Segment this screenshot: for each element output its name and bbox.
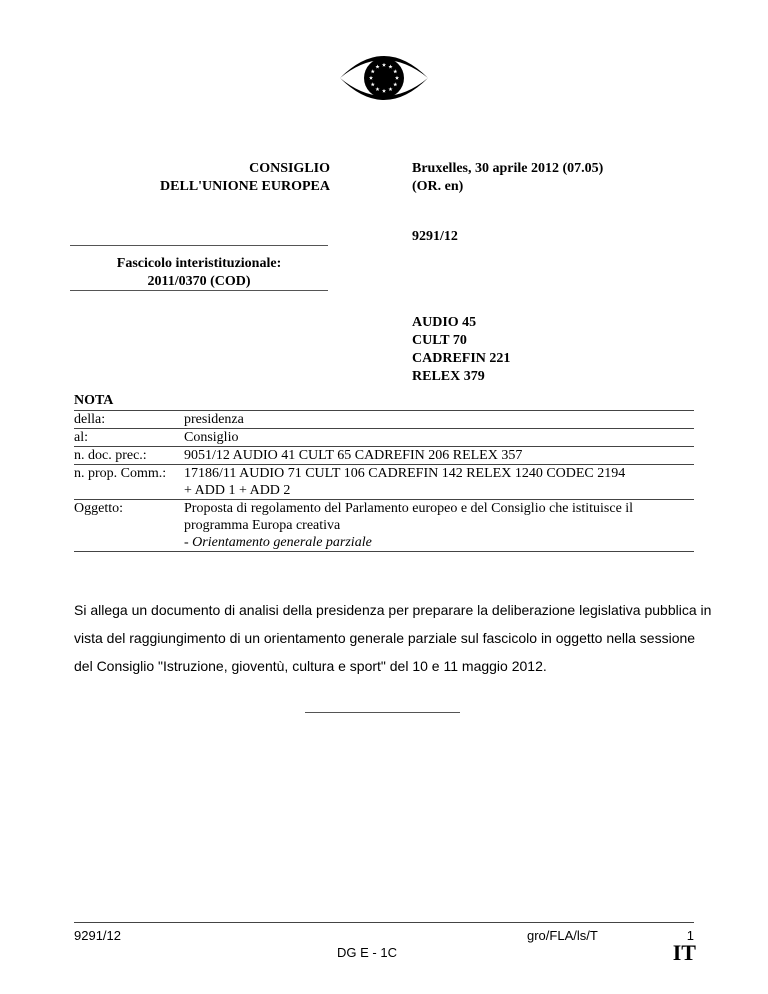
divider-bottom: [70, 290, 328, 291]
document-number: 9291/12: [412, 229, 458, 244]
footer-code: gro/FLA/ls/T: [527, 928, 598, 943]
council-line-2: DELL'UNIONE EUROPEA: [160, 179, 330, 194]
footer-page-number: 1: [686, 928, 694, 943]
nota-metadata-table: [74, 410, 694, 552]
council-line-1: CONSIGLIO: [249, 161, 330, 176]
subject-text: Proposta di regolamento del Parlamento europeo e del Consiglio che istituisce il programma Europa creativa: [184, 501, 634, 533]
fascicolo-number: 2011/0370 (COD): [147, 274, 251, 289]
meta-row-doc-prec: [74, 447, 694, 465]
meta-key: Oggetto:: [74, 500, 184, 552]
council-name: [100, 160, 330, 196]
meta-key: n. prop. Comm.:: [74, 465, 184, 500]
meta-value: [184, 500, 694, 552]
council-logo-icon: [338, 48, 430, 108]
divider-top: [70, 245, 328, 246]
footer-dg: DG E - 1C: [337, 945, 397, 960]
date-block: [412, 160, 603, 196]
date-line: Bruxelles, 30 aprile 2012 (07.05): [412, 161, 604, 176]
meta-value: [184, 465, 694, 500]
footer-language: IT: [672, 940, 696, 965]
footer-doc-number: 9291/12: [74, 928, 121, 943]
end-separator: [305, 712, 460, 713]
meta-value-line: 17186/11 AUDIO 71 CULT 106 CADREFIN 142 RELEX 1240 CODEC 2194: [184, 466, 626, 481]
original-language: (OR. en): [412, 179, 464, 194]
meta-value: presidenza: [184, 411, 694, 429]
code-item: CULT 70: [412, 333, 467, 348]
subject-sub: - Orientamento generale parziale: [184, 535, 372, 550]
meta-row-della: [74, 411, 694, 429]
meta-value: 9051/12 AUDIO 41 CULT 65 CADREFIN 206 RELEX 357: [184, 447, 694, 465]
code-item: AUDIO 45: [412, 315, 477, 330]
meta-key: al:: [74, 429, 184, 447]
meta-value-line: + ADD 1 + ADD 2: [184, 483, 291, 498]
code-item: RELEX 379: [412, 369, 485, 384]
meta-row-prop-comm: [74, 465, 694, 500]
fascicolo-block: [70, 255, 328, 291]
footer-divider: [74, 922, 694, 923]
meta-key: della:: [74, 411, 184, 429]
code-item: CADREFIN 221: [412, 351, 511, 366]
meta-row-al: [74, 429, 694, 447]
meta-row-oggetto: [74, 500, 694, 552]
nota-title: NOTA: [74, 393, 114, 408]
body-paragraph: Si allega un documento di analisi della presidenza per preparare la deliberazione legislativa pubblica in vista del raggiungimento di un orientamento generale parziale sul fascicolo in oggetto nella sessione del Consiglio "Istruzione, gioventù, cultura e sport" del 10 e 11 maggio 2012.: [74, 602, 712, 674]
meta-key: n. doc. prec.:: [74, 447, 184, 465]
fascicolo-label: Fascicolo interistituzionale:: [116, 256, 282, 271]
meta-value: Consiglio: [184, 429, 694, 447]
document-codes: [412, 314, 510, 386]
